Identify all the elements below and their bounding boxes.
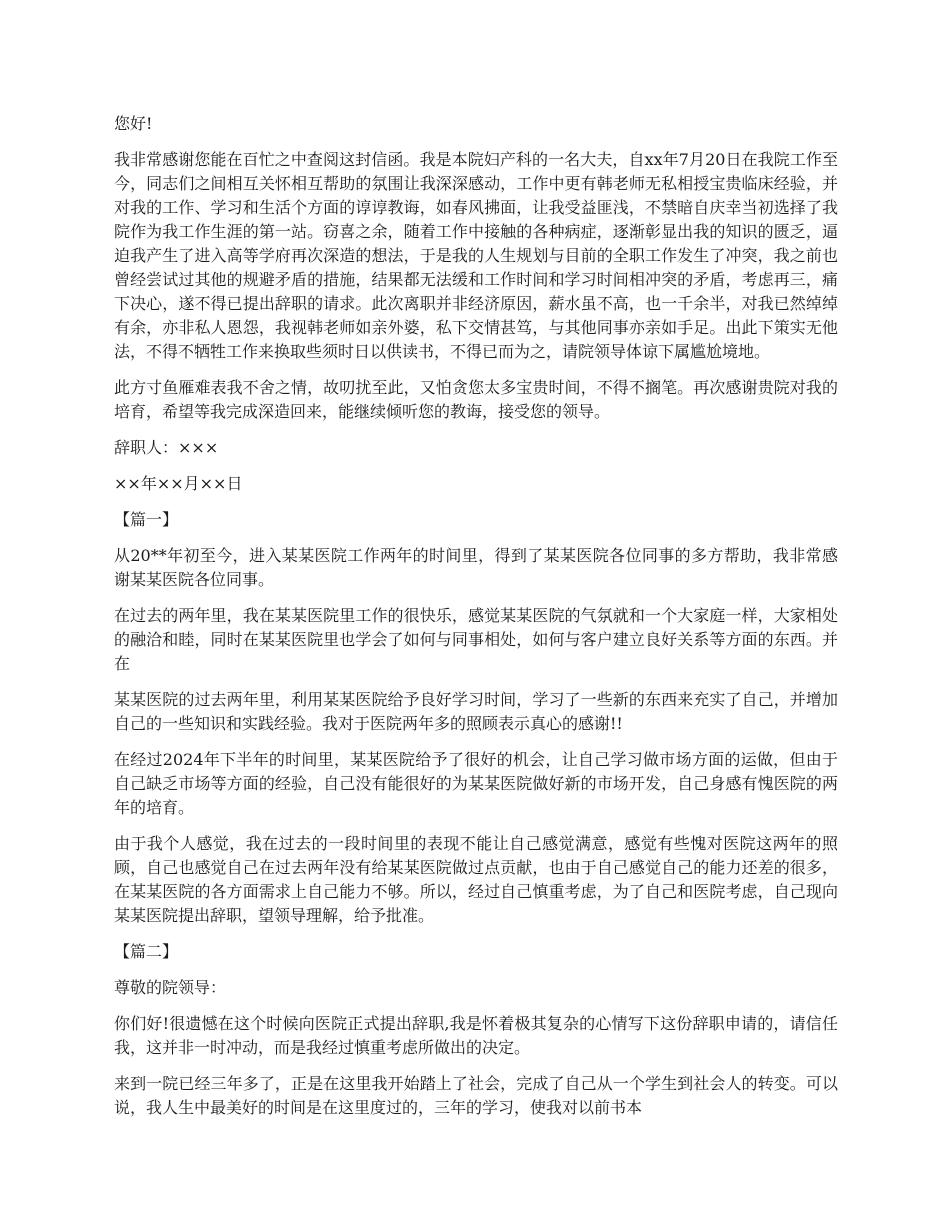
salutation: 尊敬的院领导： bbox=[114, 978, 227, 997]
greeting: 您好! bbox=[114, 114, 153, 133]
body-paragraph: 你们好!很遗憾在这个时候向医院正式提出辞职,我是怀着极其复杂的心情写下这份辞职申请的，请信任我，这并非一时冲动，而是我经过慎重考虑所做出的决定。 bbox=[114, 1014, 838, 1057]
body-paragraph: 我非常感谢您能在百忙之中查阅这封信函。我是本院妇产科的一名大夫，自xx年7月20日在我院工作至今，同志们之间相互关怀相互帮助的氛围让我深深感动，工作中更有韩老师无私相授宝贵临床经验，并对我的工作、学习和生活个方面的谆谆教诲，如春风拂面，让我受益匪浅，不禁暗自庆幸当初选择了我院作为我工作生涯的第一站。窃喜之余，随着工作中接触的各种病症，逐渐彰显出我的知识的匮乏，逼迫我产生了进入高等学府再次深造的想法，于是我的人生规划与目前的全职工作发生了冲突，我之前也曾经尝试过其他的规避矛盾的措施，结果都无法缓和工作时间和学习时间相冲突的矛盾，考虑再三，痛下决心，遂不得已提出辞职的请求。此次离职并非经济原因，薪水虽不高，也一千余半，对我已然绰绰有余，亦非私人恩怨，我视韩老师如亲外婆，私下交情甚笃，与其他同事亦亲如手足。出此下策实无他法，不得不牺牲工作来换取些须时日以供读书，不得已而为之，请院领导体谅下属尴尬境地。 bbox=[114, 150, 838, 361]
body-paragraph: 从20**年初至今，进入某某医院工作两年的时间里，得到了某某医院各位同事的多方帮助，我非常感谢某某医院各位同事。 bbox=[114, 546, 838, 589]
body-paragraph: 在过去的两年里，我在某某医院里工作的很快乐，感觉某某医院的气氛就和一个大家庭一样，大家相处的融洽和睦，同时在某某医院里也学会了如何与同事相处，如何与客户建立良好关系等方面的东西。并在 bbox=[114, 606, 838, 673]
section-heading: 【篇二】 bbox=[114, 942, 179, 961]
document-page bbox=[114, 112, 838, 1132]
body-paragraph: 此方寸鱼雁难表我不舍之情，故叨扰至此，又怕贪您太多宝贵时间，不得不搁笔。再次感谢贵院对我的培育，希望等我完成深造回来，能继续倾听您的教诲，接受您的领导。 bbox=[114, 378, 838, 421]
date-line: ××年××月××日 bbox=[114, 474, 243, 493]
body-paragraph: 某某医院的过去两年里，利用某某医院给予良好学习时间，学习了一些新的东西来充实了自己，并增加自己的一些知识和实践经验。我对于医院两年多的照顾表示真心的感谢!! bbox=[114, 690, 838, 733]
body-paragraph: 来到一院已经三年多了，正是在这里我开始踏上了社会，完成了自己从一个学生到社会人的转变。可以说，我人生中最美好的时间是在这里度过的，三年的学习，使我对以前书本 bbox=[114, 1074, 838, 1117]
body-paragraph: 由于我个人感觉，我在过去的一段时间里的表现不能让自己感觉满意，感觉有些愧对医院这两年的照顾，自己也感觉自己在过去两年没有给某某医院做过点贡献，也由于自己感觉自己的能力还差的很多，在某某医院的各方面需求上自己能力不够。所以，经过自己慎重考虑，为了自己和医院考虑，自己现向某某医院提出辞职，望领导理解，给予批准。 bbox=[114, 834, 838, 925]
body-paragraph: 在经过2024年下半年的时间里，某某医院给予了很好的机会，让自己学习做市场方面的运做，但由于自己缺乏市场等方面的经验，自己没有能很好的为某某医院做好新的市场开发，自己身感有愧医院的两年的培育。 bbox=[114, 750, 838, 817]
signature: 辞职人：××× bbox=[114, 438, 219, 457]
section-heading: 【篇一】 bbox=[114, 510, 179, 529]
